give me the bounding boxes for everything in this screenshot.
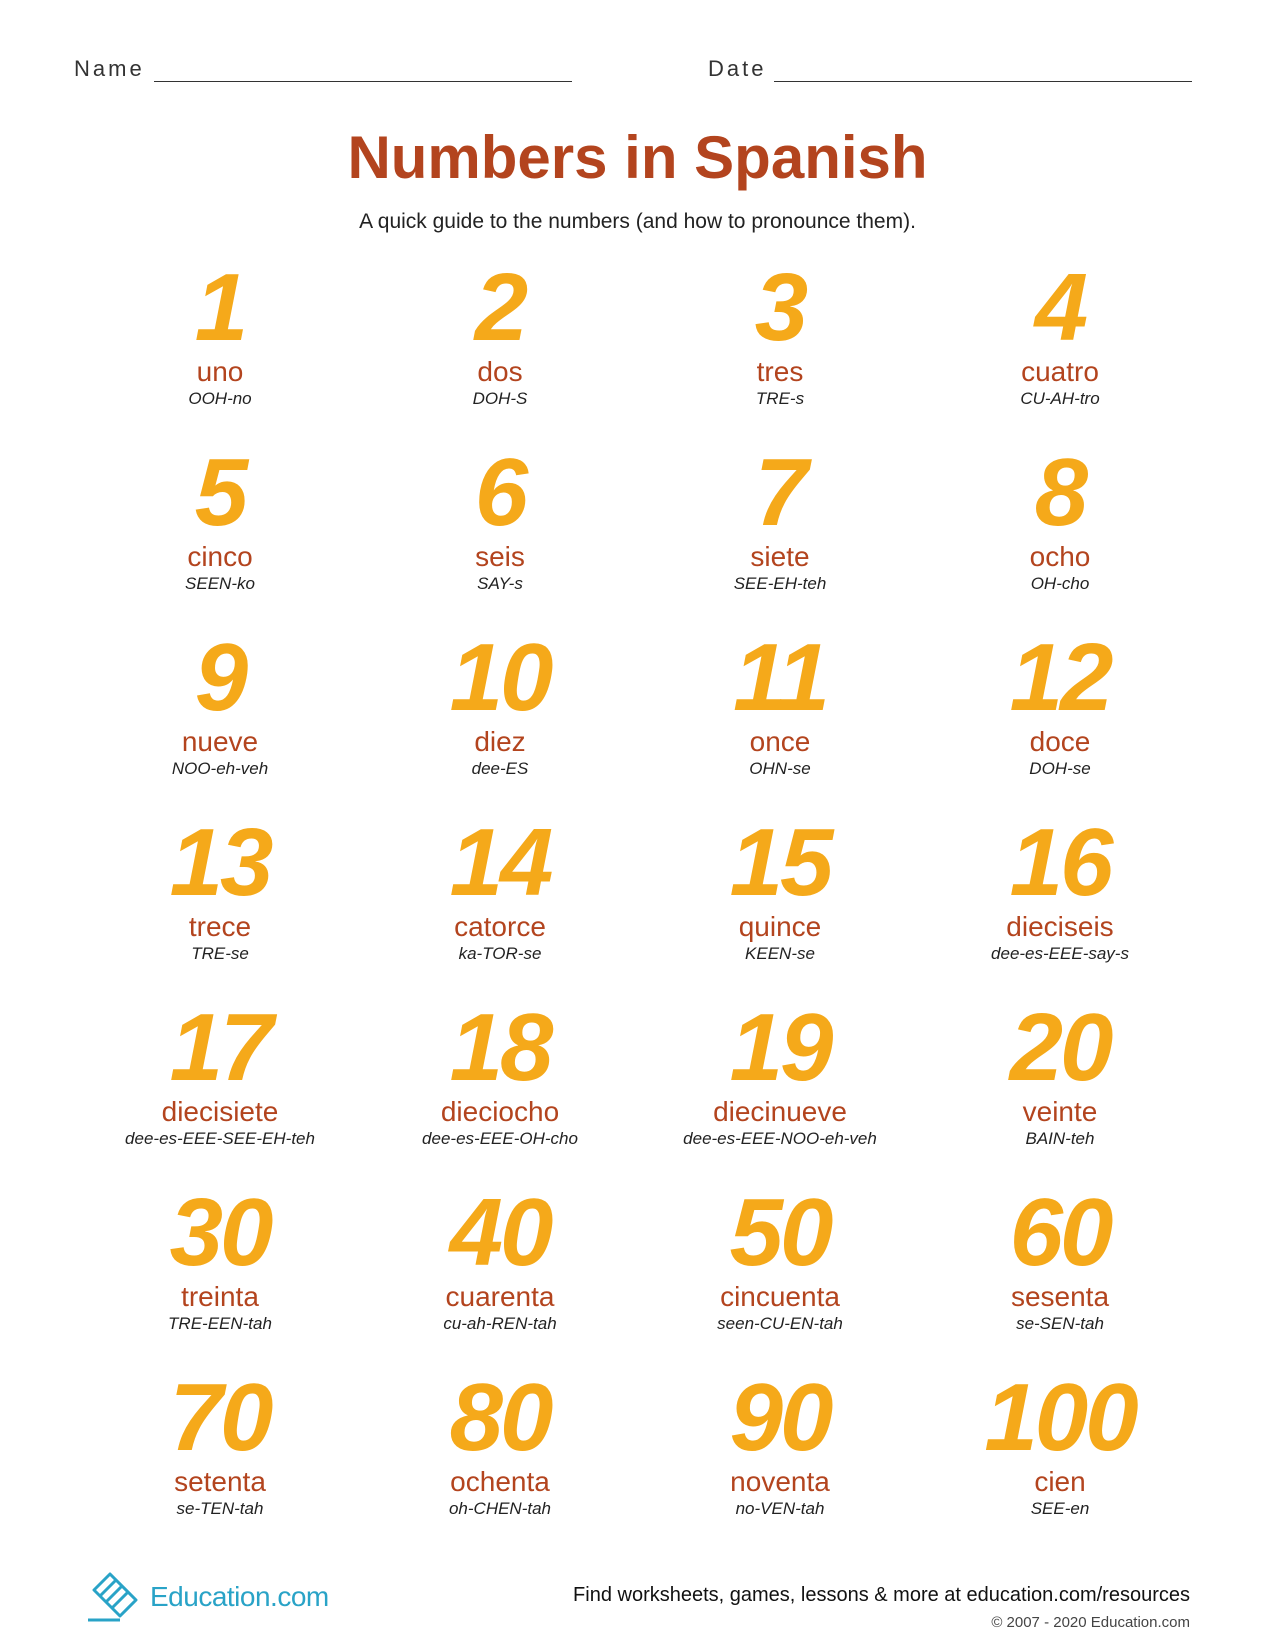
number-card	[920, 994, 1200, 1187]
spanish-word: tres	[756, 356, 804, 387]
number-card	[360, 994, 640, 1187]
spanish-word: noventa	[730, 1466, 830, 1497]
page-title: Numbers in Spanish	[347, 124, 928, 191]
pronunciation: OH-cho	[1030, 574, 1090, 593]
spanish-word: cincuenta	[720, 1281, 840, 1312]
pronunciation: DOH-S	[472, 389, 528, 408]
number-card	[360, 809, 640, 1002]
logo-text: Education.com	[150, 1581, 329, 1612]
number-card	[360, 1364, 640, 1557]
number-card	[360, 254, 640, 447]
numeral: 8	[1034, 439, 1086, 546]
numeral: 6	[474, 439, 526, 546]
numeral: 70	[169, 1364, 271, 1471]
spanish-word: diecisiete	[161, 1096, 279, 1127]
number-card	[80, 254, 360, 447]
numeral: 80	[449, 1364, 551, 1471]
numeral: 17	[169, 994, 271, 1101]
numeral: 30	[169, 1179, 271, 1286]
spanish-word: dos	[477, 356, 523, 387]
number-card	[640, 994, 920, 1187]
number-card	[640, 809, 920, 1002]
number-card	[920, 809, 1200, 1002]
pronunciation: oh-CHEN-tah	[448, 1499, 552, 1518]
spanish-word: cuatro	[1021, 356, 1099, 387]
spanish-word: seis	[475, 541, 525, 572]
date-label: Date	[708, 56, 767, 81]
spanish-word: nueve	[181, 726, 259, 757]
pronunciation: cu-ah-REN-tah	[443, 1314, 557, 1333]
number-card	[80, 1179, 360, 1372]
footer-resources-text: Find worksheets, games, lessons & more at education.com/resources	[573, 1584, 1190, 1606]
number-card	[640, 439, 920, 632]
pronunciation: OHN-se	[749, 759, 811, 778]
number-card	[80, 1364, 360, 1557]
number-card	[920, 624, 1200, 817]
number-card	[920, 439, 1200, 632]
number-card	[80, 809, 360, 1002]
name-blank-line[interactable]	[154, 81, 572, 82]
name-field	[74, 56, 574, 86]
number-card	[640, 624, 920, 817]
numeral: 15	[729, 809, 831, 916]
number-card	[360, 624, 640, 817]
spanish-word: ochenta	[450, 1466, 550, 1497]
number-card	[920, 254, 1200, 447]
pronunciation: TRE-s	[755, 389, 805, 408]
pronunciation: no-VEN-tah	[735, 1499, 825, 1518]
pronunciation: ka-TOR-se	[458, 944, 542, 963]
numeral: 20	[1009, 994, 1111, 1101]
spanish-word: sesenta	[1010, 1281, 1110, 1312]
numeral: 10	[449, 624, 551, 731]
pronunciation: OOH-no	[188, 389, 252, 408]
number-card	[80, 624, 360, 817]
pronunciation: dee-es-EEE-SEE-EH-teh	[125, 1129, 315, 1148]
spanish-word: dieciseis	[1006, 911, 1114, 942]
spanish-word: setenta	[174, 1466, 266, 1497]
number-card	[920, 1179, 1200, 1372]
pronunciation: se-SEN-tah	[1016, 1314, 1104, 1333]
education-logo	[86, 1572, 329, 1622]
name-label: Name	[74, 56, 145, 81]
pronunciation: SEEN-ko	[185, 574, 255, 593]
numeral: 90	[729, 1364, 831, 1471]
pronunciation: dee-es-EEE-say-s	[991, 944, 1129, 963]
numeral: 50	[729, 1179, 831, 1286]
pronunciation: se-TEN-tah	[176, 1499, 264, 1518]
numeral: 12	[1009, 624, 1111, 731]
numeral: 5	[194, 439, 246, 546]
spanish-word: cuarenta	[445, 1281, 555, 1312]
spanish-word: treinta	[181, 1281, 259, 1312]
numeral: 40	[449, 1179, 551, 1286]
spanish-word: once	[749, 726, 811, 757]
pronunciation: SEE-EH-teh	[733, 574, 827, 593]
numeral: 7	[754, 439, 806, 546]
spanish-word: diez	[474, 726, 526, 757]
spanish-word: cinco	[187, 541, 253, 572]
numeral: 4	[1034, 254, 1086, 361]
numeral: 14	[449, 809, 551, 916]
pronunciation: TRE-se	[191, 944, 249, 963]
numeral: 3	[754, 254, 806, 361]
numeral: 19	[729, 994, 831, 1101]
spanish-word: diecinueve	[713, 1096, 847, 1127]
pronunciation: SEE-en	[1030, 1499, 1090, 1518]
number-card	[80, 994, 360, 1187]
spanish-word: ocho	[1029, 541, 1091, 572]
pronunciation: BAIN-teh	[1025, 1129, 1095, 1148]
spanish-word: quince	[738, 911, 822, 942]
numeral: 1	[194, 254, 246, 361]
spanish-word: trece	[188, 911, 252, 942]
number-card	[640, 254, 920, 447]
numeral: 100	[984, 1364, 1136, 1471]
pronunciation: KEEN-se	[745, 944, 815, 963]
number-grid	[80, 254, 1200, 1557]
pronunciation: TRE-EEN-tah	[168, 1314, 272, 1333]
numeral: 16	[1009, 809, 1111, 916]
pronunciation: dee-ES	[471, 759, 529, 778]
page-subtitle: A quick guide to the numbers (and how to pronounce them).	[359, 210, 916, 233]
numeral: 18	[449, 994, 551, 1101]
number-card	[640, 1364, 920, 1557]
number-card	[360, 1179, 640, 1372]
number-card	[80, 439, 360, 632]
pronunciation: dee-es-EEE-NOO-eh-veh	[683, 1129, 877, 1148]
numeral: 9	[194, 624, 246, 731]
pronunciation: seen-CU-EN-tah	[717, 1314, 843, 1333]
pronunciation: DOH-se	[1029, 759, 1091, 778]
spanish-word: cien	[1034, 1466, 1086, 1497]
spanish-word: veinte	[1022, 1096, 1098, 1127]
pronunciation: NOO-eh-veh	[171, 759, 269, 778]
numeral: 2	[474, 254, 526, 361]
spanish-word: siete	[750, 541, 810, 572]
numeral: 60	[1009, 1179, 1111, 1286]
numeral: 13	[169, 809, 271, 916]
numeral: 11	[733, 624, 827, 731]
date-blank-line[interactable]	[774, 81, 1192, 82]
pronunciation: CU-AH-tro	[1020, 389, 1100, 408]
spanish-word: catorce	[454, 911, 546, 942]
footer-copyright: © 2007 - 2020 Education.com	[991, 1614, 1190, 1631]
spanish-word: doce	[1029, 726, 1091, 757]
date-field	[708, 56, 1198, 86]
spanish-word: uno	[196, 356, 244, 387]
pronunciation: SAY-s	[477, 574, 523, 593]
number-card	[360, 439, 640, 632]
spanish-word: dieciocho	[440, 1096, 560, 1127]
pencil-icon	[86, 1572, 146, 1622]
number-card	[920, 1364, 1200, 1557]
pronunciation: dee-es-EEE-OH-cho	[422, 1129, 578, 1148]
number-card	[640, 1179, 920, 1372]
